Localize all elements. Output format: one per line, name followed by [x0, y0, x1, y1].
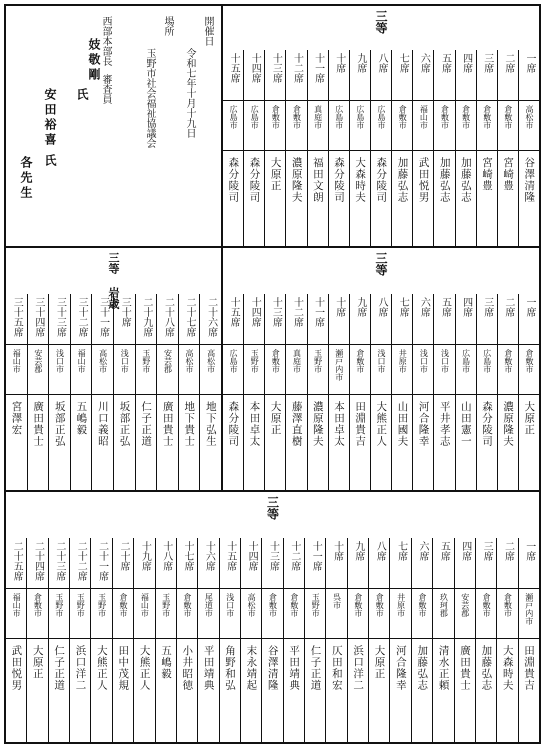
judge-honorific: 氏: [43, 154, 57, 169]
entry-rank: 一席: [524, 297, 536, 317]
section-2-right-grid: [223, 294, 539, 490]
entry-rank: 二席: [502, 297, 514, 317]
entry-column: [223, 50, 243, 246]
entry-city: 倉敷市: [412, 588, 432, 638]
entry-column: [476, 50, 497, 246]
entry-rank: 十二席: [291, 297, 303, 327]
entry-city: 広島市: [456, 344, 476, 394]
entry-city: 広島市: [329, 100, 349, 150]
entry-name: 加藤弘志: [476, 638, 496, 742]
entry-name: 地下貴士: [179, 394, 200, 490]
entry-name: 宮崎豊: [477, 150, 497, 246]
section-1-results: [223, 6, 539, 246]
entry-name: 濃原隆夫: [498, 394, 518, 490]
entry-column: [432, 538, 453, 742]
entry-name: 藤澤直樹: [286, 394, 306, 490]
entry-rank: 三十二席: [76, 297, 88, 337]
entry-column: [48, 294, 70, 490]
entry-column: [304, 538, 325, 742]
entry-rank: 六席: [418, 297, 430, 317]
entry-name: 坂部正弘: [114, 394, 135, 490]
entry-name: 田淵貴吉: [519, 638, 539, 742]
entry-city: 倉敷市: [265, 100, 285, 150]
entry-rank: 一席: [524, 53, 536, 73]
entry-rank: 十三席: [270, 297, 282, 327]
entry-column: [433, 50, 454, 246]
entry-city: 倉敷市: [497, 588, 517, 638]
entry-city: 井原市: [390, 588, 410, 638]
entry-column: [156, 294, 178, 490]
entry-column: [412, 50, 433, 246]
entry-name: 川口義昭: [92, 394, 113, 490]
entry-column: [325, 538, 346, 742]
entry-city: 高松市: [200, 344, 221, 394]
entry-name: 谷澤清隆: [262, 638, 282, 742]
entry-name: 宮崎豊: [498, 150, 518, 246]
section-2-right-results: [223, 248, 539, 490]
entry-name: 平田靖典: [198, 638, 218, 742]
entry-rank: 四席: [460, 297, 472, 317]
entry-city: 玖珂郡: [433, 588, 453, 638]
entry-column: [368, 538, 389, 742]
entry-name: 大原正: [369, 638, 389, 742]
entry-rank: 八席: [374, 541, 386, 561]
entry-column: [69, 538, 90, 742]
section-1: [6, 6, 539, 248]
entry-column: [90, 538, 111, 742]
entry-name: 大熊正人: [91, 638, 111, 742]
title-western-chief: 西部本部長: [100, 16, 111, 66]
place-label: 場所: [162, 16, 173, 36]
entry-city: 高松市: [179, 344, 200, 394]
entry-name: 廣田貴士: [157, 394, 178, 490]
section-2-left-results: [6, 248, 223, 490]
entry-city: 浅口市: [220, 588, 240, 638]
section-3-results: [6, 492, 539, 742]
entry-city: 広島市: [223, 344, 243, 394]
entry-column: [199, 294, 221, 490]
entry-city: 玉野市: [91, 588, 111, 638]
section-2-right-heading: 三等: [374, 252, 388, 276]
entry-column: [48, 538, 69, 742]
date-value: 令和七年十月十九日: [184, 48, 195, 138]
entry-name: 山田憲一: [456, 394, 476, 490]
entry-rank: 三十四席: [32, 297, 44, 337]
entry-rank: 十五席: [224, 541, 236, 571]
entry-rank: 十一席: [312, 297, 324, 327]
entry-name: 仁子正道: [136, 394, 157, 490]
chief-honorific: 氏: [75, 88, 89, 103]
entry-name: 森分陵司: [223, 150, 243, 246]
entry-rank: 二十五席: [11, 541, 23, 581]
section-3: [6, 492, 539, 742]
judge-name: 安田裕喜: [43, 88, 57, 148]
entry-rank: 七席: [395, 541, 407, 561]
entry-name: 田淵貴吉: [350, 394, 370, 490]
entry-name: 大原正: [265, 394, 285, 490]
title-judge: 審査員: [100, 74, 111, 104]
entry-city: 倉敷市: [476, 588, 496, 638]
entry-rank: 五席: [439, 297, 451, 317]
entry-city: 高松市: [519, 100, 539, 150]
entry-rank: 四席: [460, 53, 472, 73]
entry-column: [283, 538, 304, 742]
section-2-left-grid: [6, 294, 221, 490]
entry-column: [518, 50, 539, 246]
entry-name: 加藤弘志: [412, 638, 432, 742]
entry-column: [391, 50, 412, 246]
entry-rank: 二十八席: [162, 297, 174, 337]
entry-name: 森分陵司: [223, 394, 243, 490]
entry-name: 地下弘生: [200, 394, 221, 490]
entry-rank: 十四席: [246, 541, 258, 571]
entry-column: [264, 294, 285, 490]
entry-rank: 四席: [459, 541, 471, 561]
entry-name: 仁子正道: [305, 638, 325, 742]
results-sheet: [4, 4, 541, 744]
entry-rank: 七席: [397, 297, 409, 317]
entry-city: 広島市: [223, 100, 243, 150]
entry-name: 坂部正弘: [49, 394, 70, 490]
entry-city: 倉敷市: [519, 344, 539, 394]
entry-column: [391, 294, 412, 490]
entry-rank: 二十二席: [75, 541, 87, 581]
entry-name: 森分陵司: [244, 150, 264, 246]
entry-rank: 十五席: [228, 297, 240, 327]
entry-city: 井原市: [392, 344, 412, 394]
entry-name: 森分陵司: [477, 394, 497, 490]
entry-city: 倉敷市: [477, 100, 497, 150]
entry-name: 角野和弘: [220, 638, 240, 742]
entry-name: 平井孝志: [434, 394, 454, 490]
entry-column: [412, 294, 433, 490]
section-1-heading: 三等: [374, 10, 388, 34]
entry-name: 本田卓太: [329, 394, 349, 490]
entry-city: 瀬戸内市: [519, 588, 539, 638]
sensei-label: 各先生: [19, 156, 33, 201]
chief-name: 妓敬剛: [87, 38, 101, 83]
entry-name: 濃原隆夫: [308, 394, 328, 490]
entry-column: [389, 538, 410, 742]
entry-column: [497, 294, 518, 490]
entry-city: 高松市: [92, 344, 113, 394]
entry-city: 倉敷市: [498, 344, 518, 394]
entry-name: 大原正: [519, 394, 539, 490]
entry-rank: 二十席: [117, 541, 129, 571]
entry-name: 大熊正人: [134, 638, 154, 742]
entry-city: 倉敷市: [265, 344, 285, 394]
entry-city: 玉野市: [156, 588, 176, 638]
entry-rank: 二十一席: [96, 541, 108, 581]
entry-rank: 二十六席: [205, 297, 217, 337]
entry-column: [243, 50, 264, 246]
entry-city: 真庭市: [286, 344, 306, 394]
entry-rank: 三十一席: [97, 297, 109, 337]
entry-city: 広島市: [350, 100, 370, 150]
entry-column: [328, 294, 349, 490]
entry-city: 浅口市: [413, 344, 433, 394]
entry-column: [261, 538, 282, 742]
entry-name: 福田文朗: [308, 150, 328, 246]
entry-column: [197, 538, 218, 742]
entry-city: 倉敷市: [113, 588, 133, 638]
entry-column: [219, 538, 240, 742]
entry-city: 倉敷市: [434, 100, 454, 150]
entry-city: 玉野市: [70, 588, 90, 638]
judge-column: [68, 16, 110, 104]
entry-column: [285, 294, 306, 490]
entry-name: 大原正: [265, 150, 285, 246]
entry-city: 福山市: [134, 588, 154, 638]
entry-rank: 二十四席: [32, 541, 44, 581]
entry-rank: 二席: [502, 53, 514, 73]
entry-name: 大森時夫: [350, 150, 370, 246]
entry-name: 山田國夫: [392, 394, 412, 490]
entry-column: [6, 294, 27, 490]
entry-city: 尾道市: [198, 588, 218, 638]
entry-column: [349, 50, 370, 246]
entry-city: 福山市: [6, 588, 26, 638]
entry-city: 倉敷市: [262, 588, 282, 638]
entry-name: 加藤弘志: [434, 150, 454, 246]
section-3-heading: 三等: [265, 496, 280, 520]
entry-column: [91, 294, 113, 490]
entry-city: 高松市: [241, 588, 261, 638]
entry-city: 福山市: [71, 344, 92, 394]
sensei-column: [20, 156, 32, 201]
entry-city: 玉野市: [49, 588, 69, 638]
entry-name: 谷澤清隆: [519, 150, 539, 246]
entry-rank: 三十五席: [11, 297, 23, 337]
entry-column: [307, 294, 328, 490]
entry-city: 瀬戸内市: [329, 344, 349, 394]
entry-city: 倉敷市: [369, 588, 389, 638]
entry-city: 安芸郡: [28, 344, 49, 394]
place-value: 玉野市社会福祉協議会: [144, 48, 155, 148]
entry-rank: 十九席: [139, 541, 151, 571]
entry-column: [497, 50, 518, 246]
entry-rank: 十席: [333, 53, 345, 73]
entry-city: 倉敷市: [498, 100, 518, 150]
entry-column: [26, 538, 47, 742]
entry-column: [328, 50, 349, 246]
entry-rank: 十二席: [291, 53, 303, 83]
entry-rank: 十四席: [249, 297, 261, 327]
entry-rank: 十五席: [228, 53, 240, 83]
entry-city: 倉敷市: [350, 344, 370, 394]
entry-city: 玉野市: [308, 344, 328, 394]
entry-column: [27, 294, 49, 490]
entry-column: [370, 50, 391, 246]
entry-column: [243, 294, 264, 490]
entry-name: 浜口洋二: [70, 638, 90, 742]
entry-rank: 三席: [481, 541, 493, 561]
entry-column: [155, 538, 176, 742]
entry-column: [178, 294, 200, 490]
entry-rank: 十一席: [310, 541, 322, 571]
entry-name: 小井昭徳: [177, 638, 197, 742]
entry-name: 濃原隆夫: [286, 150, 306, 246]
section-1-grid: [223, 50, 539, 246]
entry-city: 福山市: [413, 100, 433, 150]
entry-city: 玉野市: [136, 344, 157, 394]
entry-name: 清水正頼: [433, 638, 453, 742]
entry-rank: 三席: [481, 297, 493, 317]
entry-column: [496, 538, 517, 742]
entry-rank: 八席: [376, 53, 388, 73]
entry-column: [70, 294, 92, 490]
entry-city: 福山市: [6, 344, 27, 394]
entry-column: [223, 294, 243, 490]
entry-city: 倉敷市: [177, 588, 197, 638]
entry-column: [264, 50, 285, 246]
entry-city: 倉敷市: [27, 588, 47, 638]
entry-rank: 二十九席: [140, 297, 152, 337]
entry-name: 平田靖典: [284, 638, 304, 742]
entry-name: 五嶋毅: [156, 638, 176, 742]
entry-rank: 十席: [333, 297, 345, 317]
entry-column: [433, 294, 454, 490]
entry-name: 森分陵司: [329, 150, 349, 246]
entry-name: 河合隆幸: [413, 394, 433, 490]
entry-city: 玉野市: [305, 588, 325, 638]
entry-column: [411, 538, 432, 742]
entry-rank: 十三席: [270, 53, 282, 83]
entry-city: 浅口市: [434, 344, 454, 394]
entry-rank: 五席: [439, 53, 451, 73]
event-info-block: [6, 6, 223, 246]
entry-column: [454, 538, 475, 742]
entry-rank: 三十三席: [54, 297, 66, 337]
entry-column: [347, 538, 368, 742]
entry-column: [349, 294, 370, 490]
entry-city: 浅口市: [49, 344, 70, 394]
entry-city: 広島市: [477, 344, 497, 394]
entry-column: [240, 538, 261, 742]
entry-rank: 五席: [438, 541, 450, 561]
entry-name: 末永靖起: [241, 638, 261, 742]
entry-rank: 九席: [354, 297, 366, 317]
entry-name: 武田悦男: [413, 150, 433, 246]
entry-name: 河合隆幸: [390, 638, 410, 742]
entry-column: [518, 294, 539, 490]
entry-column: [455, 294, 476, 490]
entry-name: 廣田貴士: [28, 394, 49, 490]
entry-name: 加藤弘志: [456, 150, 476, 246]
entry-name: 田中茂規: [113, 638, 133, 742]
entry-city: 呉市: [326, 588, 346, 638]
entry-city: 広島市: [244, 100, 264, 150]
entry-city: 倉敷市: [348, 588, 368, 638]
entry-column: [113, 294, 135, 490]
entry-name: 本田卓太: [244, 394, 264, 490]
entry-rank: 十六席: [203, 541, 215, 571]
entry-city: 倉敷市: [456, 100, 476, 150]
entry-name: 武田悦男: [6, 638, 26, 742]
entry-name: 大原正: [27, 638, 47, 742]
entry-column: [6, 538, 26, 742]
entry-column: [307, 50, 328, 246]
entry-city: 浅口市: [114, 344, 135, 394]
entry-name: 仄田和宏: [326, 638, 346, 742]
entry-rank: 十一席: [312, 53, 324, 83]
section-2: [6, 248, 539, 492]
entry-rank: 六席: [418, 53, 430, 73]
entry-name: 森分陵司: [371, 150, 391, 246]
entry-name: 五嶋毅: [71, 394, 92, 490]
entry-city: 倉敷市: [286, 100, 306, 150]
entry-city: 玉野市: [244, 344, 264, 394]
entry-rank: 九席: [354, 53, 366, 73]
entry-column: [285, 50, 306, 246]
entry-rank: 八席: [376, 297, 388, 317]
entry-rank: 十四席: [249, 53, 261, 83]
entry-name: 大森時夫: [497, 638, 517, 742]
place-column: [144, 16, 172, 148]
entry-rank: 十席: [331, 541, 343, 561]
entry-rank: 六席: [417, 541, 428, 561]
entry-column: [518, 538, 539, 742]
entry-rank: 三席: [481, 53, 493, 73]
date-label: 開催日: [202, 16, 213, 46]
entry-city: 安芸郡: [157, 344, 178, 394]
entry-rank: 七席: [397, 53, 409, 73]
entry-name: 廣田貴士: [455, 638, 475, 742]
entry-name: 仁子正道: [49, 638, 69, 742]
judge2-column: [43, 16, 57, 169]
entry-name: 加藤弘志: [392, 150, 412, 246]
entry-city: 真庭市: [308, 100, 328, 150]
entry-city: 広島市: [371, 100, 391, 150]
entry-column: [133, 538, 154, 742]
section-2-left-heading: 三等 岩歳: [107, 252, 120, 309]
entry-rank: 九席: [352, 541, 364, 561]
entry-city: 倉敷市: [392, 100, 412, 150]
entry-rank: 二十三席: [53, 541, 65, 581]
entry-rank: 十三席: [267, 541, 279, 571]
entry-column: [112, 538, 133, 742]
entry-column: [455, 50, 476, 246]
section-3-grid: [6, 538, 539, 742]
date-column: [184, 16, 212, 138]
entry-rank: 十八席: [160, 541, 172, 571]
entry-rank: 十七席: [182, 541, 194, 571]
entry-name: 宮澤宏: [6, 394, 27, 490]
entry-column: [370, 294, 391, 490]
entry-column: [135, 294, 157, 490]
entry-column: [476, 294, 497, 490]
entry-name: 大熊正人: [371, 394, 391, 490]
entry-city: 安芸郡: [455, 588, 475, 638]
entry-column: [176, 538, 197, 742]
entry-city: 浅口市: [371, 344, 391, 394]
entry-rank: 三十席: [119, 297, 131, 327]
entry-rank: 十二席: [288, 541, 300, 571]
entry-rank: 二十七席: [184, 297, 196, 337]
entry-rank: 二席: [502, 541, 514, 561]
entry-city: 倉敷市: [284, 588, 304, 638]
entry-name: 浜口洋二: [348, 638, 368, 742]
entry-column: [475, 538, 496, 742]
entry-rank: 一席: [523, 541, 535, 561]
